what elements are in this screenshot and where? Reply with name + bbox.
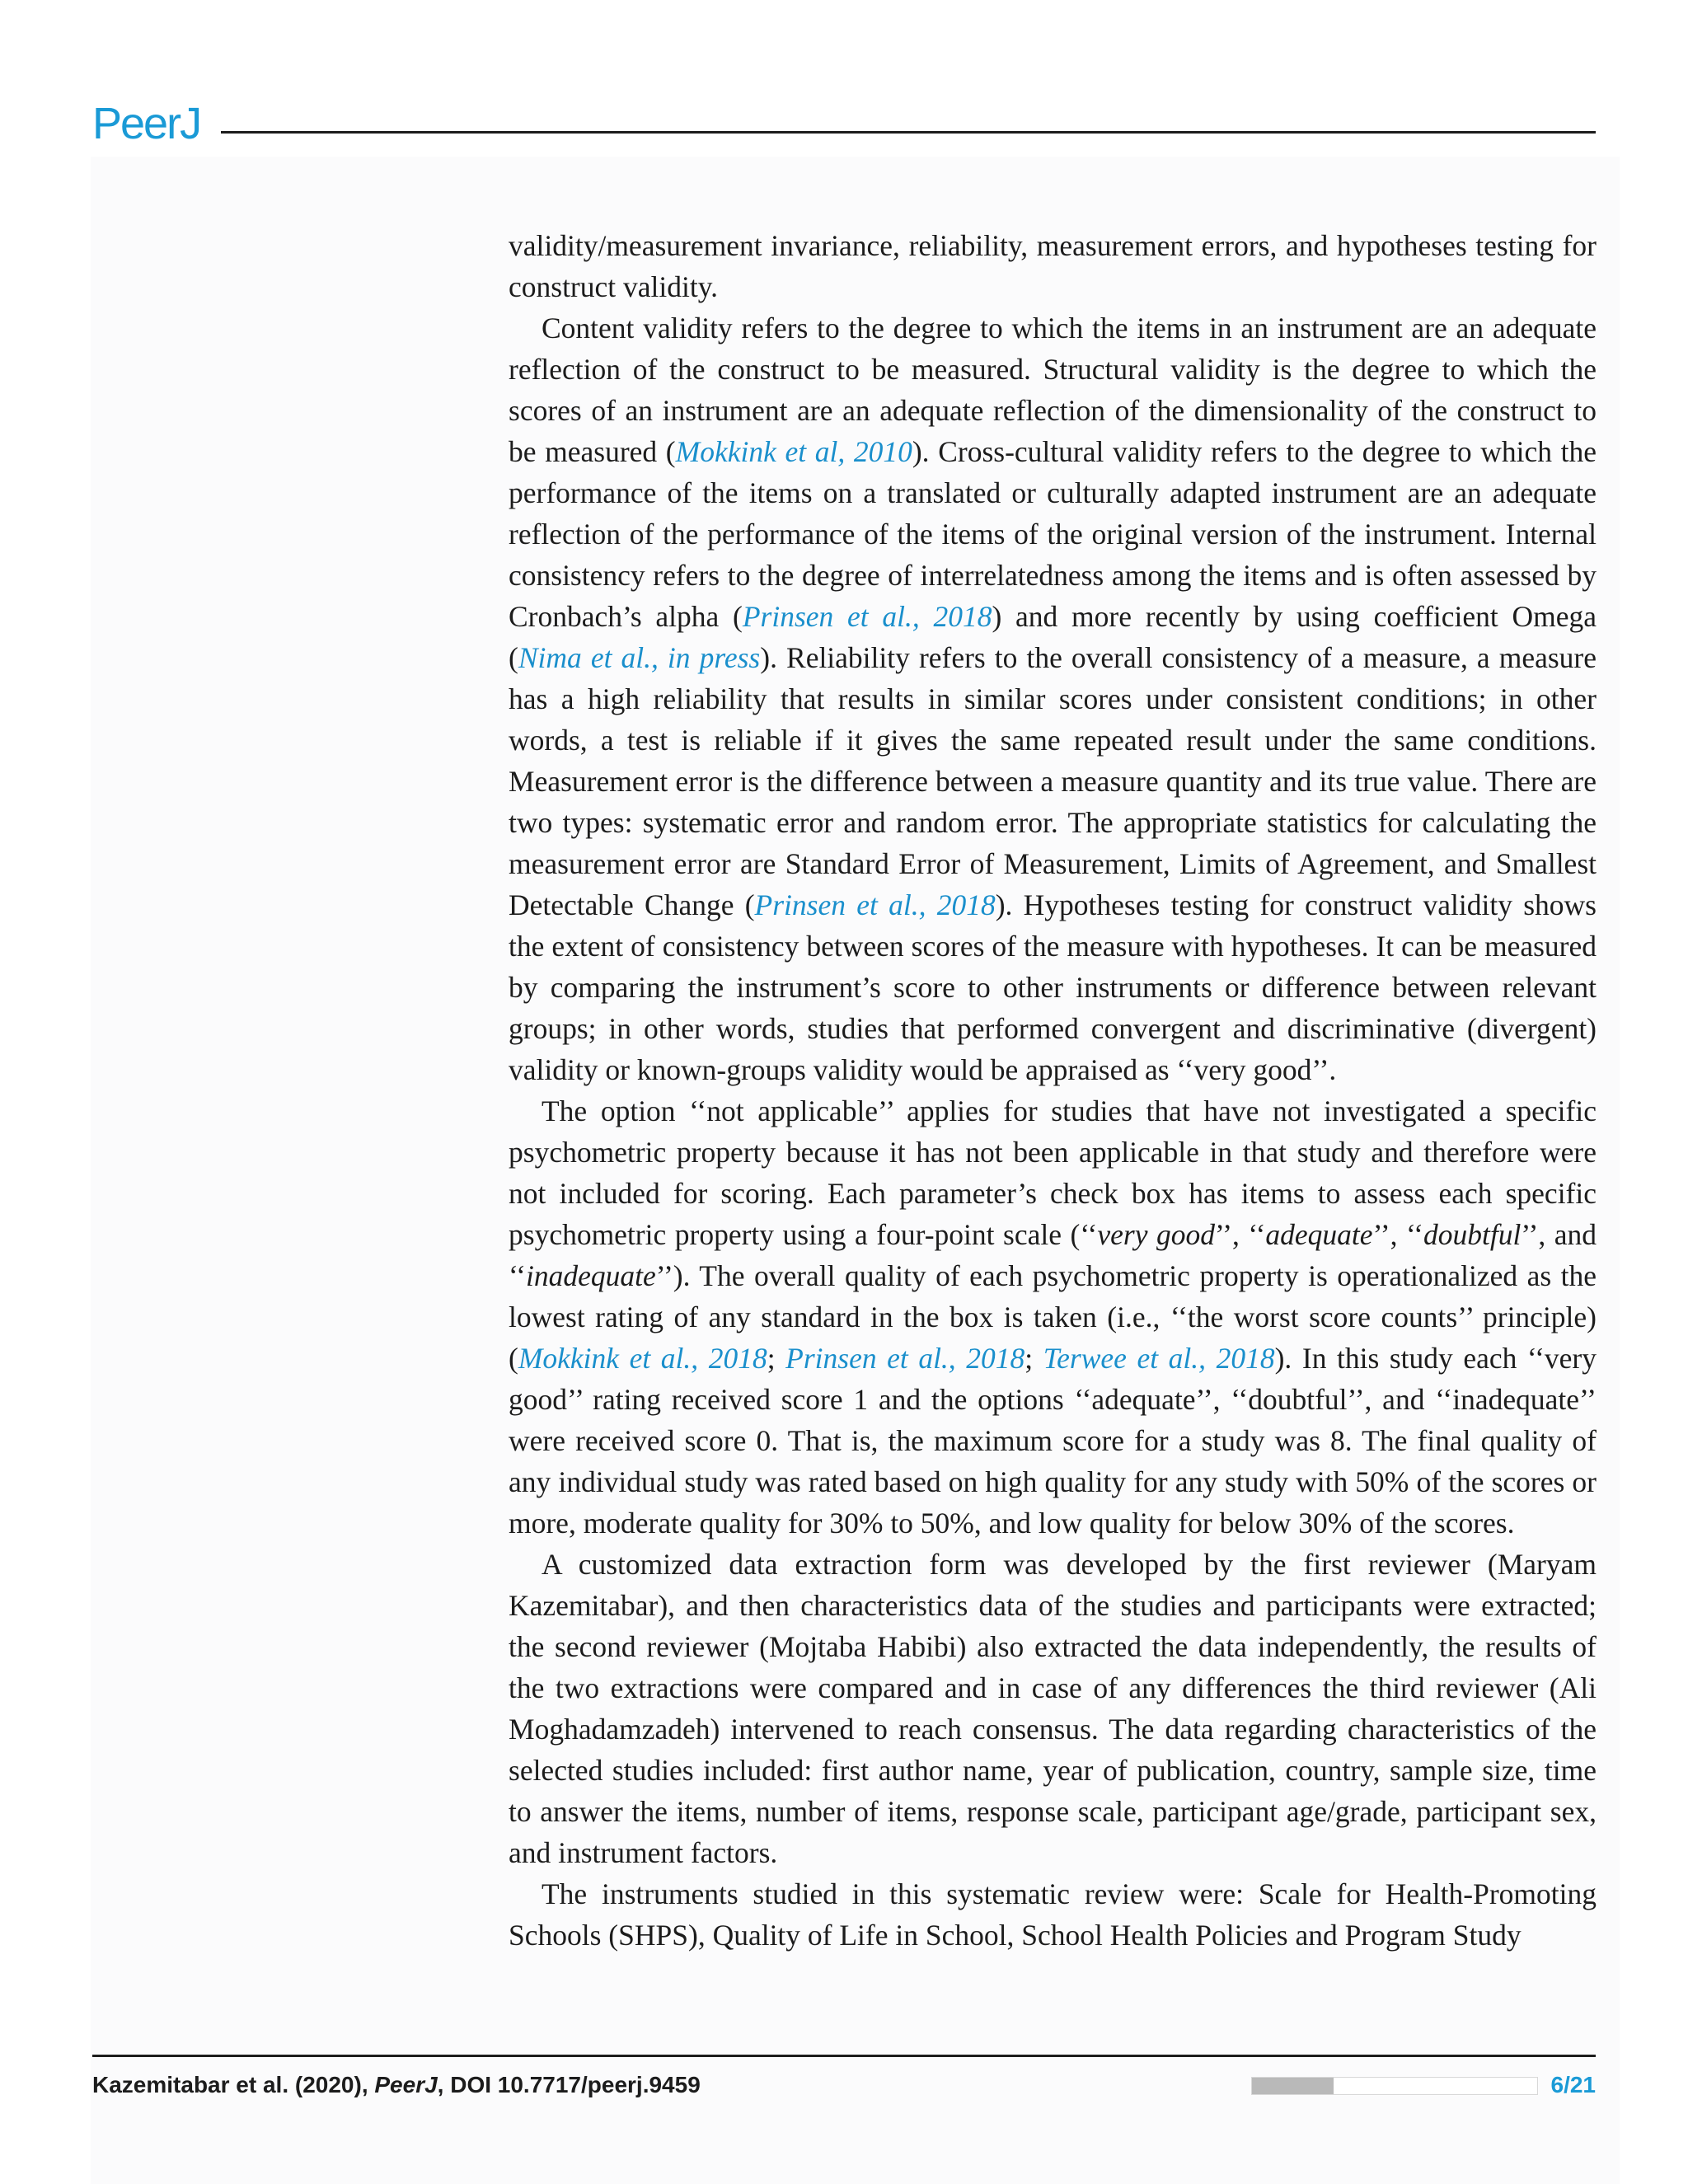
- page-number: 6/21: [1550, 2072, 1596, 2097]
- emphasis-text: inadequate: [526, 1259, 656, 1292]
- citation-link[interactable]: Terwee et al., 2018: [1043, 1342, 1275, 1375]
- paragraph-text: ). Cross-cultural validity refers to the degree to which the performance of the items on a translated or culturally adapted instrument are an adequate reflection of the performance of the items of the original version of the instrument. Internal consistency refers to the degree of interrelatedness among the items and is often assessed by Cronbach’s alpha (: [509, 435, 1597, 633]
- paragraph: [509, 1873, 1597, 1956]
- citation-link[interactable]: Mokkink et al., 2018: [518, 1342, 767, 1375]
- paragraph-text: validity/measurement invariance, reliability, measurement errors, and hypotheses testing for construct validity.: [509, 229, 1597, 303]
- emphasis-text: very good: [1097, 1218, 1215, 1251]
- paragraph-text: The instruments studied in this systematic review were: Scale for Health-Promoting Schools (SHPS), Quality of Life in School, School Health Policies and Program Study: [509, 1877, 1597, 1952]
- paragraph: [509, 1544, 1597, 1873]
- paragraph-text: ’’, ‘‘: [1215, 1218, 1266, 1251]
- footer-journal: PeerJ: [374, 2072, 438, 2097]
- paragraph-text: ;: [767, 1342, 786, 1375]
- peerj-logo: PeerJ: [92, 99, 201, 148]
- footer-rule: [92, 2055, 1596, 2057]
- paragraph-text: ’’, ‘‘: [1372, 1218, 1423, 1251]
- paragraph-text: ). Reliability refers to the overall consistency of a measure, a measure has a high reliability that results in similar scores under consistent conditions; in other words, a test is reliable if it gives the same repeated result under the same conditions. Measurement error is the difference between a measure quantity and its true value. There are two types: systematic error and random error. The appropriate statistics for calculating the measurement error are Standard Error of Measurement, Limits of Agreement, and Smallest Detectable Change (: [509, 641, 1597, 921]
- article-body: [509, 225, 1597, 1956]
- footer-authors: Kazemitabar et al. (2020),: [92, 2072, 375, 2097]
- paragraph-text: Content validity refers to the degree to which the items in an instrument are an adequate reflection of the construct to be measured. Structural validity is the degree to which the scores of an instrument are an adequate reflection of the dimensionality of the construct to be measured (: [509, 312, 1597, 468]
- paragraph-text: The option ‘‘not applicable’’ applies for studies that have not investigated a specific psychometric property because it has not been applicable in that study and therefore were not included for scoring. Each parameter’s check box has items to assess each specific psychometric property using a four-point scale (‘‘: [509, 1094, 1597, 1251]
- paragraph-text: ;: [1025, 1342, 1043, 1375]
- paragraph-text: ’’, and ‘‘: [509, 1218, 1597, 1292]
- paragraph: [509, 225, 1597, 307]
- paragraph-text: A customized data extraction form was developed by the first reviewer (Maryam Kazemitabar), and then characteristics data of the studies and participants were extracted; the second reviewer (Mojtaba Habibi) also extracted the data independently, the results of the two extractions were compared and in case of any differences the third reviewer (Ali Moghadamzadeh) intervened to reach consensus. The data regarding characteristics of the selected studies included: first author name, year of publication, country, sample size, time to answer the items, number of items, response scale, participant age/grade, participant sex, and instrument factors.: [509, 1548, 1597, 1869]
- paragraph-text: ). In this study each ‘‘very good’’ rating received score 1 and the options ‘‘adequate’’, ‘‘doubtful’’, and ‘‘inadequate’’ were received score 0. That is, the maximum score for a study was 8. The final quality of any individual study was rated based on high quality for any study with 50% of the scores or more, moderate quality for 30% to 50%, and low quality for below 30% of the scores.: [509, 1342, 1597, 1540]
- paragraph: [509, 307, 1597, 1090]
- page-progress-bar: [1251, 2077, 1538, 2095]
- header-rule: [221, 131, 1596, 134]
- emphasis-text: doubtful: [1423, 1218, 1522, 1251]
- paragraph: [509, 1090, 1597, 1544]
- footer-doi: , DOI 10.7717/peerj.9459: [437, 2072, 701, 2097]
- citation-link[interactable]: Mokkink et al, 2010: [675, 435, 912, 468]
- footer-citation: [92, 2069, 701, 2102]
- page-progress-fill: [1252, 2078, 1334, 2094]
- paragraph-text: ). Hypotheses testing for construct validity shows the extent of consistency between scores of the measure with hypotheses. It can be measured by comparing the instrument’s score to other instruments or difference between relevant groups; in other words, studies that performed convergent and discriminative (divergent) validity or known-groups validity would be appraised as ‘‘very good’’.: [509, 888, 1597, 1086]
- emphasis-text: adequate: [1265, 1218, 1373, 1251]
- citation-link[interactable]: Prinsen et al., 2018: [742, 600, 992, 633]
- citation-link[interactable]: Prinsen et al., 2018: [785, 1342, 1025, 1375]
- paragraph-text: ’’). The overall quality of each psychometric property is operationalized as the lowest rating of any standard in the box is taken (i.e., ‘‘the worst score counts’’ principle) (: [509, 1259, 1597, 1375]
- citation-link[interactable]: Nima et al., in press: [518, 641, 761, 674]
- paragraph-text: ) and more recently by using coefficient Omega (: [509, 600, 1597, 674]
- citation-link[interactable]: Prinsen et al., 2018: [754, 888, 996, 921]
